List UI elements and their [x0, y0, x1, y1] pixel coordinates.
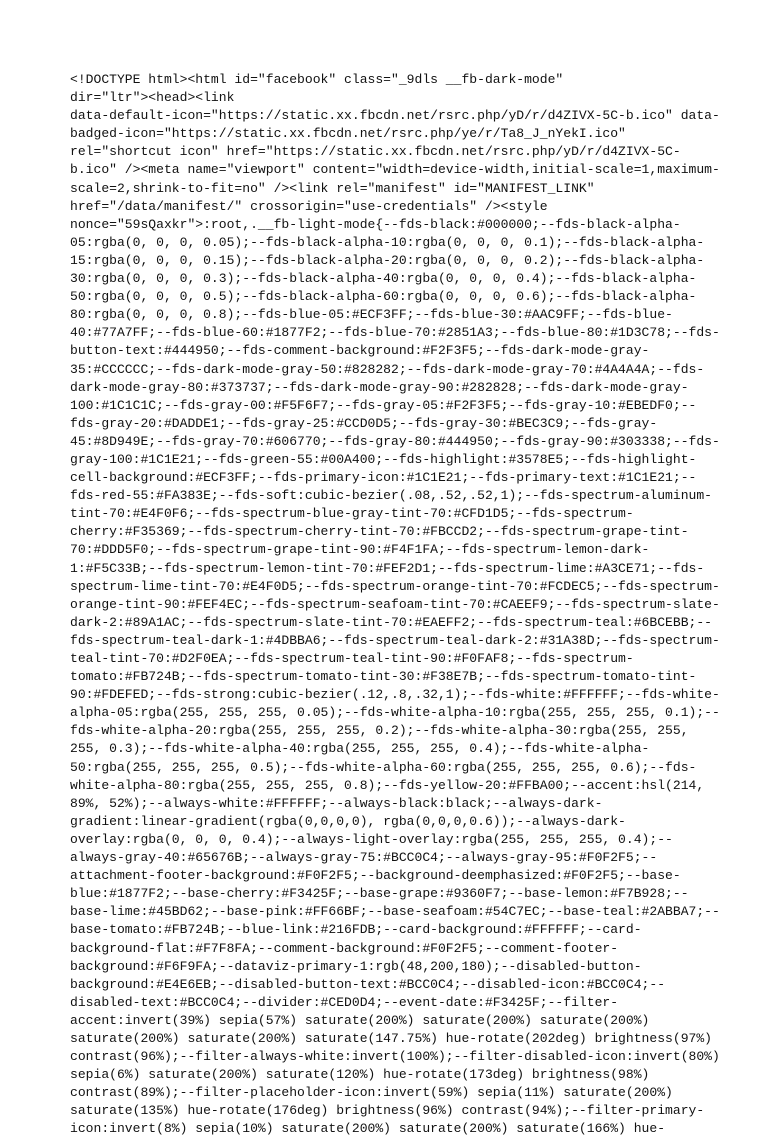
source-line: 255, 0.3);--fds-white-alpha-40:rgba(255, 255, 255, 0.4);--fds-white-alpha- — [70, 741, 650, 757]
source-line: button-text:#444950;--fds-comment-background:#F2F3F5;--fds-dark-mode-gray- — [70, 343, 650, 359]
source-line: spectrum-lime-tint-70:#E4F0D5;--fds-spectrum-orange-tint-70:#FCDEC5;--fds-spectrum- — [70, 578, 720, 594]
source-line: 80:rgba(0, 0, 0, 0.8);--fds-blue-05:#ECF3FF;--fds-blue-30:#AAC9FF;--fds-blue- — [70, 307, 673, 323]
source-line: dark-2:#89A1AC;--fds-spectrum-slate-tint-70:#EAEFF2;--fds-spectrum-teal:#6BCEBB;-- — [70, 614, 713, 630]
source-line: sepia(6%) saturate(200%) saturate(120%) hue-rotate(173deg) brightness(98%) — [70, 1067, 650, 1083]
source-line: nonce="59sQaxkr">:root,.__fb-light-mode{--fds-black:#000000;--fds-black-alpha- — [70, 216, 681, 232]
source-line: icon:invert(8%) sepia(10%) saturate(200%) saturate(200%) saturate(166%) hue- — [70, 1121, 666, 1137]
source-line: 45:#8D949E;--fds-gray-70:#606770;--fds-gray-80:#444950;--fds-gray-90:#303338;--fds- — [70, 433, 720, 449]
source-line: accent:invert(39%) sepia(57%) saturate(200%) saturate(200%) saturate(200%) — [70, 1012, 650, 1028]
source-line: 05:rgba(0, 0, 0, 0.05);--fds-black-alpha-10:rgba(0, 0, 0, 0.1);--fds-black-alpha- — [70, 234, 705, 250]
source-line: saturate(200%) saturate(200%) saturate(147.75%) hue-rotate(202deg) brightness(97%) — [70, 1030, 713, 1046]
source-line: badged-icon="https://static.xx.fbcdn.net/rsrc.php/ye/r/Ta8_J_nYekI.ico" — [70, 126, 626, 142]
source-line: always-gray-40:#65676B;--always-gray-75:#BCC0C4;--always-gray-95:#F0F2F5;-- — [70, 850, 658, 866]
source-line: base-tomato:#FB724B;--blue-link:#216FDB;--card-background:#FFFFFF;--card- — [70, 922, 642, 938]
source-line: cherry:#F35369;--fds-spectrum-cherry-tint-70:#FBCCD2;--fds-spectrum-grape-tint- — [70, 524, 689, 540]
source-line: background:#E4E6EB;--disabled-button-text:#BCC0C4;--disabled-icon:#BCC0C4;-- — [70, 976, 666, 992]
document-page — [70, 71, 720, 1139]
source-line: 30:rgba(0, 0, 0, 0.3);--fds-black-alpha-40:rgba(0, 0, 0, 0.4);--fds-black-alpha- — [70, 271, 697, 287]
source-line: teal-tint-70:#D2F0EA;--fds-spectrum-teal-tint-90:#F0FAF8;--fds-spectrum- — [70, 651, 634, 666]
source-line: background:#F6F9FA;--dataviz-primary-1:rgb(48,200,180);--disabled-button- — [70, 958, 642, 974]
source-line: dark-mode-gray-80:#373737;--fds-dark-mode-gray-90:#282828;--fds-dark-mode-gray- — [70, 379, 689, 395]
source-line: attachment-footer-background:#F0F2F5;--background-deemphasized:#F0F2F5;--base- — [70, 868, 681, 884]
source-line: 70:#DDD5F0;--fds-spectrum-grape-tint-90:#F4F1FA;--fds-spectrum-lemon-dark- — [70, 542, 650, 558]
source-line: background-flat:#F7F8FA;--comment-background:#F0F2F5;--comment-footer- — [70, 940, 619, 956]
source-line: overlay:rgba(0, 0, 0, 0.4);--always-light-overlay:rgba(255, 255, 255, 0.4);-- — [70, 831, 673, 847]
source-line: blue:#1877F2;--base-cherry:#F3425F;--base-grape:#9360F7;--base-lemon:#F7B928;-- — [70, 886, 689, 902]
source-line: 40:#77A7FF;--fds-blue-60:#1877F2;--fds-blue-70:#2851A3;--fds-blue-80:#1D3C78;--fds- — [70, 325, 720, 341]
source-line: fds-spectrum-teal-dark-1:#4DBBA6;--fds-spectrum-teal-dark-2:#31A38D;--fds-spectrum- — [70, 632, 720, 648]
source-line: contrast(96%);--filter-always-white:invert(100%);--filter-disabled-icon:invert(80%) — [70, 1049, 720, 1065]
source-line: cell-background:#ECF3FF;--fds-primary-icon:#1C1E21;--fds-primary-text:#1C1E21;-- — [70, 470, 697, 486]
source-line: rel="shortcut icon" href="https://static.xx.fbcdn.net/rsrc.php/yD/r/d4ZIVX-5C- — [70, 144, 681, 160]
source-line: scale=2,shrink-to-fit=no" /><link rel="manifest" id="MANIFEST_LINK" — [70, 180, 595, 196]
source-line: 50:rgba(0, 0, 0, 0.5);--fds-black-alpha-60:rgba(0, 0, 0, 0.6);--fds-black-alpha- — [70, 289, 697, 305]
source-line: 35:#CCCCCC;--fds-dark-mode-gray-50:#828282;--fds-dark-mode-gray-70:#4A4A4A;--fds- — [70, 361, 705, 377]
source-line: fds-white-alpha-20:rgba(255, 255, 255, 0.2);--fds-white-alpha-30:rgba(255, 255, — [70, 723, 689, 739]
source-line: 100:#1C1C1C;--fds-gray-00:#F5F6F7;--fds-gray-05:#F2F3F5;--fds-gray-10:#EBEDF0;-- — [70, 397, 697, 413]
source-line: gradient:linear-gradient(rgba(0,0,0,0), rgba(0,0,0,0.6));--always-dark- — [70, 813, 626, 829]
source-line: tomato:#FB724B;--fds-spectrum-tomato-tint-30:#F38E7B;--fds-spectrum-tomato-tint- — [70, 669, 697, 685]
source-line: href="/data/manifest/" crossorigin="use-credentials" /><style — [70, 198, 548, 214]
source-line: tint-70:#E4F0F6;--fds-spectrum-blue-gray-tint-70:#CFD1D5;--fds-spectrum- — [70, 506, 634, 522]
source-line: <!DOCTYPE html><html id="facebook" class="_9dls __fb-dark-mode" — [70, 72, 564, 87]
source-line: contrast(89%);--filter-placeholder-icon:invert(59%) sepia(11%) saturate(200%) — [70, 1085, 673, 1101]
source-line: white-alpha-80:rgba(255, 255, 255, 0.8);--fds-yellow-20:#FFBA00;--accent:hsl(214, — [70, 777, 705, 793]
source-line: 1:#F5C33B;--fds-spectrum-lemon-tint-70:#FEF2D1;--fds-spectrum-lime:#A3CE71;--fds- — [70, 560, 705, 576]
source-line: b.ico" /><meta name="viewport" content="width=device-width,initial-scale=1,maximum- — [70, 162, 720, 178]
source-line: gray-100:#1C1E21;--fds-green-55:#00A400;--fds-highlight:#3578E5;--fds-highlight- — [70, 451, 697, 467]
source-line: base-lime:#45BD62;--base-pink:#FF66BF;--base-seafoam:#54C7EC;--base-teal:#2ABBA7;-- — [70, 904, 720, 920]
source-line: disabled-text:#BCC0C4;--divider:#CED0D4;--event-date:#F3425F;--filter- — [70, 994, 619, 1010]
source-line: 50:rgba(255, 255, 255, 0.5);--fds-white-alpha-60:rgba(255, 255, 255, 0.6);--fds- — [70, 759, 697, 775]
source-line: 15:rgba(0, 0, 0, 0.15);--fds-black-alpha-20:rgba(0, 0, 0, 0.2);--fds-black-alpha- — [70, 252, 705, 268]
html-source-text — [70, 71, 720, 1139]
source-line: data-default-icon="https://static.xx.fbcdn.net/rsrc.php/yD/r/d4ZIVX-5C-b.ico" data- — [70, 108, 720, 124]
source-line: saturate(135%) hue-rotate(176deg) brightness(96%) contrast(94%);--filter-primary- — [70, 1103, 705, 1119]
source-line: dir="ltr"><head><link — [70, 90, 235, 106]
source-line: fds-red-55:#FA383E;--fds-soft:cubic-bezier(.08,.52,.52,1);--fds-spectrum-aluminum- — [70, 488, 713, 504]
source-line: orange-tint-90:#FEF4EC;--fds-spectrum-seafoam-tint-70:#CAEEF9;--fds-spectrum-slate- — [70, 596, 720, 612]
source-line: 90:#FDEFED;--fds-strong:cubic-bezier(.12,.8,.32,1);--fds-white:#FFFFFF;--fds-white- — [70, 687, 720, 703]
source-line: alpha-05:rgba(255, 255, 255, 0.05);--fds-white-alpha-10:rgba(255, 255, 255, 0.1);-- — [70, 705, 720, 721]
source-line: fds-gray-20:#DADDE1;--fds-gray-25:#CCD0D5;--fds-gray-30:#BEC3C9;--fds-gray- — [70, 415, 658, 431]
source-line: 89%, 52%);--always-white:#FFFFFF;--always-black:black;--always-dark- — [70, 795, 603, 811]
